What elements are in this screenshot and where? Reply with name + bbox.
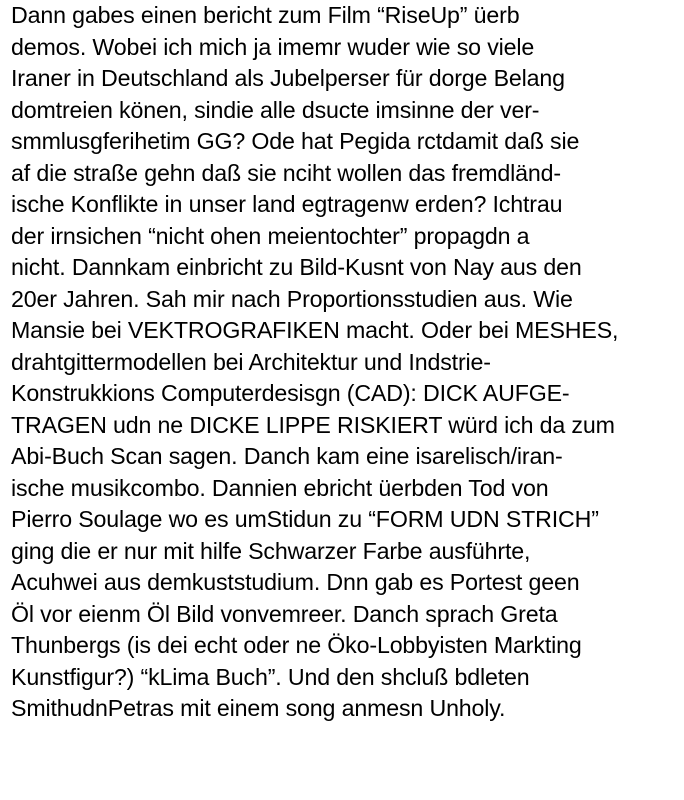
text-line: TRAGEN udn ne DICKE LIPPE RISKIERT würd ich da zum (11, 411, 615, 438)
text-line: demos. Wobei ich mich ja imemr wuder wie so viele (11, 33, 535, 60)
body-text (11, 0, 683, 725)
text-line: Acuhwei aus demkuststudium. Dnn gab es Portest geen (11, 569, 580, 595)
text-line: Abi-Buch Scan sagen. Danch kam eine isarelisch/iran- (11, 443, 563, 469)
text-line: Mansie bei VEKTROGRAFIKEN macht. Oder bei MESHES, (11, 317, 619, 343)
text-line: ische Konflikte in unser land egtragenw erden? Ichtrau (11, 191, 563, 217)
text-line: nicht. Dannkam einbricht zu Bild-Kusnt von Nay aus den (11, 254, 582, 280)
text-line: SmithudnPetras mit einem song anmesn Unholy. (11, 695, 506, 721)
text-line: smmlusgferihetim GG? Ode hat Pegida rctdamit daß sie (11, 128, 580, 154)
text-line: ische musikcombo. Dannien ebricht üerbden Tod von (11, 474, 549, 501)
text-line: af die straße gehn daß sie nciht wollen das fremdländ- (11, 159, 561, 186)
text-line: Pierro Soulage wo es umStidun zu “FORM UDN STRICH” (11, 506, 599, 532)
text-line: Öl vor eienm Öl Bild vonvemreer. Danch sprach Greta (11, 600, 558, 627)
text-line: Thunbergs (is dei echt oder ne Öko-Lobbyisten Markting (11, 632, 582, 658)
text-line: drahtgittermodellen bei Architektur und Indstrie- (11, 348, 491, 375)
text-line: domtreien könen, sindie alle dsucte imsinne der ver- (11, 96, 540, 123)
text-line: Dann gabes einen bericht zum Film “RiseUp” üerb (11, 2, 520, 28)
text-line: Iraner in Deutschland als Jubelperser für dorge Belang (11, 65, 565, 91)
text-line: der irnsichen “nicht ohen meientochter” propagdn a (11, 222, 530, 249)
text-line: 20er Jahren. Sah mir nach Proportionsstudien aus. Wie (11, 285, 573, 312)
text-line: ging die er nur mit hilfe Schwarzer Farbe ausführte, (11, 537, 531, 564)
text-line: Kunstfigur?) “kLima Buch”. Und den shcluß bdleten (11, 663, 530, 690)
text-line: Konstrukkions Computerdesisgn (CAD): DICK AUFGE- (11, 380, 570, 406)
